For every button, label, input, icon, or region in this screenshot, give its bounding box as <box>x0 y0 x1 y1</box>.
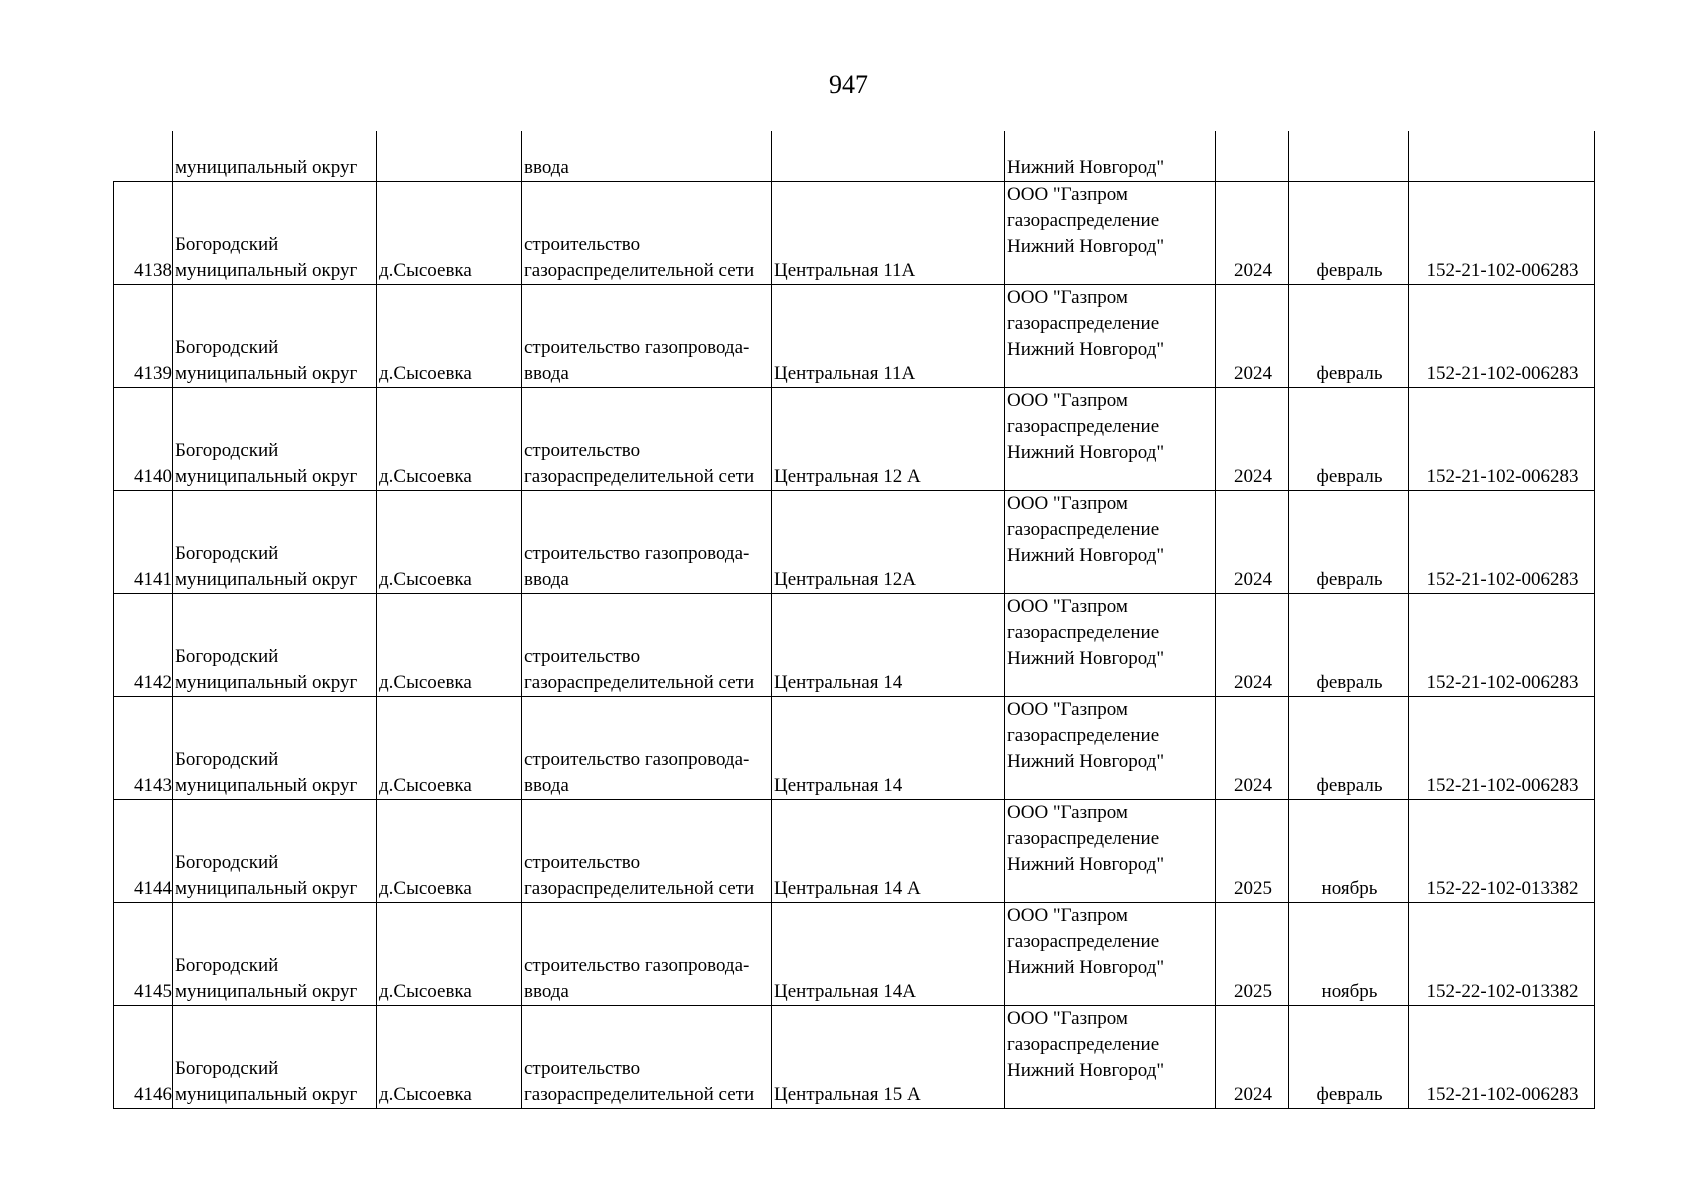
code-text: 152-21-102-006283 <box>1426 465 1579 487</box>
cell-month <box>1289 696 1409 799</box>
cell-address <box>772 387 1005 490</box>
org-line-2: газораспределение <box>1007 1033 1160 1055</box>
org-line-2: газораспределение <box>1007 621 1160 643</box>
table-row <box>114 490 1595 593</box>
address-text: Центральная 11А <box>774 362 916 384</box>
district-line-1: Богородский <box>175 645 279 667</box>
district-line-1: Богородский <box>175 748 279 770</box>
cell-code <box>1409 131 1595 181</box>
row-number: 4141 <box>134 568 172 590</box>
month-text: февраль <box>1316 568 1383 590</box>
cell-number <box>114 902 173 1005</box>
locality-text: д.Сысоевка <box>379 1083 472 1105</box>
cell-locality <box>377 902 522 1005</box>
work-line-1: строительство <box>524 1057 641 1079</box>
month-text: ноябрь <box>1321 877 1378 899</box>
cell-work <box>522 181 772 284</box>
code-text: 152-21-102-006283 <box>1426 671 1579 693</box>
address-text: Центральная 14 <box>774 671 903 693</box>
locality-text: д.Сысоевка <box>379 259 472 281</box>
table-row <box>114 799 1595 902</box>
org-line-3: Нижний Новгород" <box>1007 544 1165 566</box>
cell-district <box>173 490 377 593</box>
cell-organization <box>1005 799 1216 902</box>
work-line-2: газораспределительной сети <box>524 671 755 693</box>
work-line-2: газораспределительной сети <box>524 259 755 281</box>
district-line-1: Богородский <box>175 233 279 255</box>
cell-code <box>1409 181 1595 284</box>
cell-address <box>772 1005 1005 1108</box>
cell-organization <box>1005 490 1216 593</box>
work-line-1: строительство <box>524 439 641 461</box>
code-text: 152-21-102-006283 <box>1426 362 1579 384</box>
cell-year <box>1216 387 1289 490</box>
work-line-2: газораспределительной сети <box>524 877 755 899</box>
cell-organization <box>1005 1005 1216 1108</box>
work-line-1: строительство газопровода- <box>524 336 750 358</box>
district-line-2: муниципальный округ <box>175 671 358 693</box>
cell-number <box>114 181 173 284</box>
work-line-1: строительство газопровода- <box>524 748 750 770</box>
locality-text: д.Сысоевка <box>379 877 472 899</box>
org-line-2: газораспределение <box>1007 518 1160 540</box>
cell-year <box>1216 181 1289 284</box>
work-line-1: строительство <box>524 645 641 667</box>
district-line-2: муниципальный округ <box>175 877 358 899</box>
district-line-2: муниципальный округ <box>175 774 358 796</box>
cell-work <box>522 799 772 902</box>
org-line-3: Нижний Новгород" <box>1007 1059 1165 1081</box>
table-row <box>114 1005 1595 1108</box>
continuation-row <box>114 131 1595 181</box>
district-line-1: Богородский <box>175 336 279 358</box>
year-text: 2024 <box>1234 568 1272 590</box>
address-text: Центральная 14 А <box>774 877 921 899</box>
locality-text: д.Сысоевка <box>379 671 472 693</box>
cell-district <box>173 799 377 902</box>
cell-code <box>1409 696 1595 799</box>
cell-code <box>1409 490 1595 593</box>
district-line-1: Богородский <box>175 1057 279 1079</box>
org-line-1: ООО "Газпром <box>1007 904 1128 926</box>
cell-address <box>772 284 1005 387</box>
month-text: февраль <box>1316 362 1383 384</box>
district-line-1: Богородский <box>175 954 279 976</box>
cell-month <box>1289 490 1409 593</box>
cell-address <box>772 696 1005 799</box>
cell-organization <box>1005 181 1216 284</box>
table-row <box>114 181 1595 284</box>
cell-work <box>522 490 772 593</box>
month-text: февраль <box>1316 671 1383 693</box>
org-line-3: Нижний Новгород" <box>1007 956 1165 978</box>
cell-locality <box>377 1005 522 1108</box>
cell-locality <box>377 181 522 284</box>
cell-number <box>114 284 173 387</box>
cell-district <box>173 902 377 1005</box>
cell-work <box>522 387 772 490</box>
work-line-2: ввода <box>524 362 569 384</box>
locality-text: д.Сысоевка <box>379 465 472 487</box>
year-text: 2025 <box>1234 980 1272 1002</box>
row-number: 4143 <box>134 774 172 796</box>
row-number: 4142 <box>134 671 172 693</box>
org-line-2: газораспределение <box>1007 930 1160 952</box>
code-text: 152-21-102-006283 <box>1426 774 1579 796</box>
cell-month <box>1289 593 1409 696</box>
table-row <box>114 696 1595 799</box>
cell-organization <box>1005 696 1216 799</box>
cell-code <box>1409 799 1595 902</box>
cell-month <box>1289 799 1409 902</box>
cell-work <box>522 696 772 799</box>
row-number: 4144 <box>134 877 172 899</box>
org-line-2: газораспределение <box>1007 415 1160 437</box>
cell-organization: Нижний Новгород" <box>1005 131 1216 181</box>
work-line-1: строительство газопровода- <box>524 542 750 564</box>
cell-district <box>173 593 377 696</box>
cell-address <box>772 490 1005 593</box>
cell-work: ввода <box>522 131 772 181</box>
cell-month <box>1289 902 1409 1005</box>
year-text: 2024 <box>1234 774 1272 796</box>
table-body <box>114 131 1595 1108</box>
cell-month <box>1289 181 1409 284</box>
cell-number <box>114 593 173 696</box>
district-line-2: муниципальный округ <box>175 465 358 487</box>
month-text: ноябрь <box>1321 980 1378 1002</box>
address-text: Центральная 15 А <box>774 1083 921 1105</box>
cell-district <box>173 696 377 799</box>
cell-work <box>522 1005 772 1108</box>
row-number: 4139 <box>134 362 172 384</box>
cell-year <box>1216 490 1289 593</box>
locality-text: д.Сысоевка <box>379 774 472 796</box>
cell-address <box>772 593 1005 696</box>
cell-year <box>1216 1005 1289 1108</box>
cell-organization <box>1005 387 1216 490</box>
cell-address <box>772 181 1005 284</box>
org-line-1: ООО "Газпром <box>1007 1007 1128 1029</box>
cell-number <box>114 1005 173 1108</box>
work-line-2: ввода <box>524 980 569 1002</box>
cell-month <box>1289 131 1409 181</box>
org-line-2: газораспределение <box>1007 724 1160 746</box>
cell-organization <box>1005 284 1216 387</box>
row-number: 4140 <box>134 465 172 487</box>
work-line-2: газораспределительной сети <box>524 1083 755 1105</box>
table-row <box>114 593 1595 696</box>
cell-work <box>522 593 772 696</box>
cell-work <box>522 284 772 387</box>
cell-number <box>114 387 173 490</box>
row-number: 4146 <box>134 1083 172 1105</box>
month-text: февраль <box>1316 774 1383 796</box>
year-text: 2024 <box>1234 671 1272 693</box>
work-line-2: газораспределительной сети <box>524 465 755 487</box>
work-line-1: строительство <box>524 851 641 873</box>
cell-month <box>1289 387 1409 490</box>
org-line-3: Нижний Новгород" <box>1007 441 1165 463</box>
cell-locality <box>377 696 522 799</box>
district-line-1: Богородский <box>175 542 279 564</box>
cell-month <box>1289 284 1409 387</box>
cell-year <box>1216 799 1289 902</box>
district-line-1: Богородский <box>175 851 279 873</box>
work-line-1: строительство <box>524 233 641 255</box>
locality-text: д.Сысоевка <box>379 568 472 590</box>
month-text: февраль <box>1316 465 1383 487</box>
work-line-2: ввода <box>524 774 569 796</box>
org-line-1: ООО "Газпром <box>1007 595 1128 617</box>
district-line-1: Богородский <box>175 439 279 461</box>
cell-locality <box>377 131 522 181</box>
code-text: 152-22-102-013382 <box>1426 980 1579 1002</box>
cell-address <box>772 799 1005 902</box>
cell-year <box>1216 696 1289 799</box>
cell-number <box>114 131 173 181</box>
org-line-1: ООО "Газпром <box>1007 801 1128 823</box>
cell-district <box>173 181 377 284</box>
year-text: 2024 <box>1234 1083 1272 1105</box>
cell-code <box>1409 1005 1595 1108</box>
code-text: 152-21-102-006283 <box>1426 568 1579 590</box>
district-line-2: муниципальный округ <box>175 1083 358 1105</box>
row-number: 4145 <box>134 980 172 1002</box>
org-line-1: ООО "Газпром <box>1007 698 1128 720</box>
cell-district <box>173 284 377 387</box>
district-line-2: муниципальный округ <box>175 980 358 1002</box>
year-text: 2024 <box>1234 259 1272 281</box>
org-line-3: Нижний Новгород" <box>1007 647 1165 669</box>
cell-locality <box>377 593 522 696</box>
cell-district: муниципальный округ <box>173 131 377 181</box>
locality-text: д.Сысоевка <box>379 362 472 384</box>
page-number: 947 <box>829 70 868 99</box>
cell-code <box>1409 593 1595 696</box>
address-text: Центральная 12А <box>774 568 916 590</box>
org-line-3: Нижний Новгород" <box>1007 750 1165 772</box>
address-text: Центральная 14 <box>774 774 903 796</box>
cell-year <box>1216 902 1289 1005</box>
table-row <box>114 284 1595 387</box>
org-line-2: газораспределение <box>1007 209 1160 231</box>
row-number: 4138 <box>134 259 172 281</box>
cell-address <box>772 131 1005 181</box>
cell-locality <box>377 490 522 593</box>
cell-number <box>114 799 173 902</box>
org-line-2: газораспределение <box>1007 312 1160 334</box>
cell-month <box>1289 1005 1409 1108</box>
cell-organization <box>1005 902 1216 1005</box>
cell-locality <box>377 387 522 490</box>
org-line-1: ООО "Газпром <box>1007 389 1128 411</box>
cell-number <box>114 696 173 799</box>
work-line-1: строительство газопровода- <box>524 954 750 976</box>
cell-year <box>1216 593 1289 696</box>
year-text: 2024 <box>1234 465 1272 487</box>
district-line-2: муниципальный округ <box>175 362 358 384</box>
district-line-2: муниципальный округ <box>175 568 358 590</box>
cell-code <box>1409 387 1595 490</box>
code-text: 152-21-102-006283 <box>1426 1083 1579 1105</box>
org-line-3: Нижний Новгород" <box>1007 338 1165 360</box>
address-text: Центральная 14А <box>774 980 916 1002</box>
address-text: Центральная 11А <box>774 259 916 281</box>
year-text: 2025 <box>1234 877 1272 899</box>
org-line-3: Нижний Новгород" <box>1007 853 1165 875</box>
year-text: 2024 <box>1234 362 1272 384</box>
address-text: Центральная 12 А <box>774 465 921 487</box>
cell-organization <box>1005 593 1216 696</box>
table-row <box>114 387 1595 490</box>
cell-year <box>1216 284 1289 387</box>
cell-address <box>772 902 1005 1005</box>
cell-code <box>1409 284 1595 387</box>
org-line-1: ООО "Газпром <box>1007 492 1128 514</box>
cell-number <box>114 490 173 593</box>
month-text: февраль <box>1316 1083 1383 1105</box>
cell-work <box>522 902 772 1005</box>
org-line-3: Нижний Новгород" <box>1007 235 1165 257</box>
district-line-2: муниципальный округ <box>175 259 358 281</box>
month-text: февраль <box>1316 259 1383 281</box>
cell-district <box>173 387 377 490</box>
cell-locality <box>377 799 522 902</box>
locality-text: д.Сысоевка <box>379 980 472 1002</box>
work-line-2: ввода <box>524 568 569 590</box>
cell-locality <box>377 284 522 387</box>
cell-code <box>1409 902 1595 1005</box>
table-row <box>114 902 1595 1005</box>
gas-connection-table <box>113 131 1595 1109</box>
org-line-1: ООО "Газпром <box>1007 286 1128 308</box>
code-text: 152-21-102-006283 <box>1426 259 1579 281</box>
cell-district <box>173 1005 377 1108</box>
org-line-1: ООО "Газпром <box>1007 183 1128 205</box>
code-text: 152-22-102-013382 <box>1426 877 1579 899</box>
org-line-2: газораспределение <box>1007 827 1160 849</box>
cell-year <box>1216 131 1289 181</box>
